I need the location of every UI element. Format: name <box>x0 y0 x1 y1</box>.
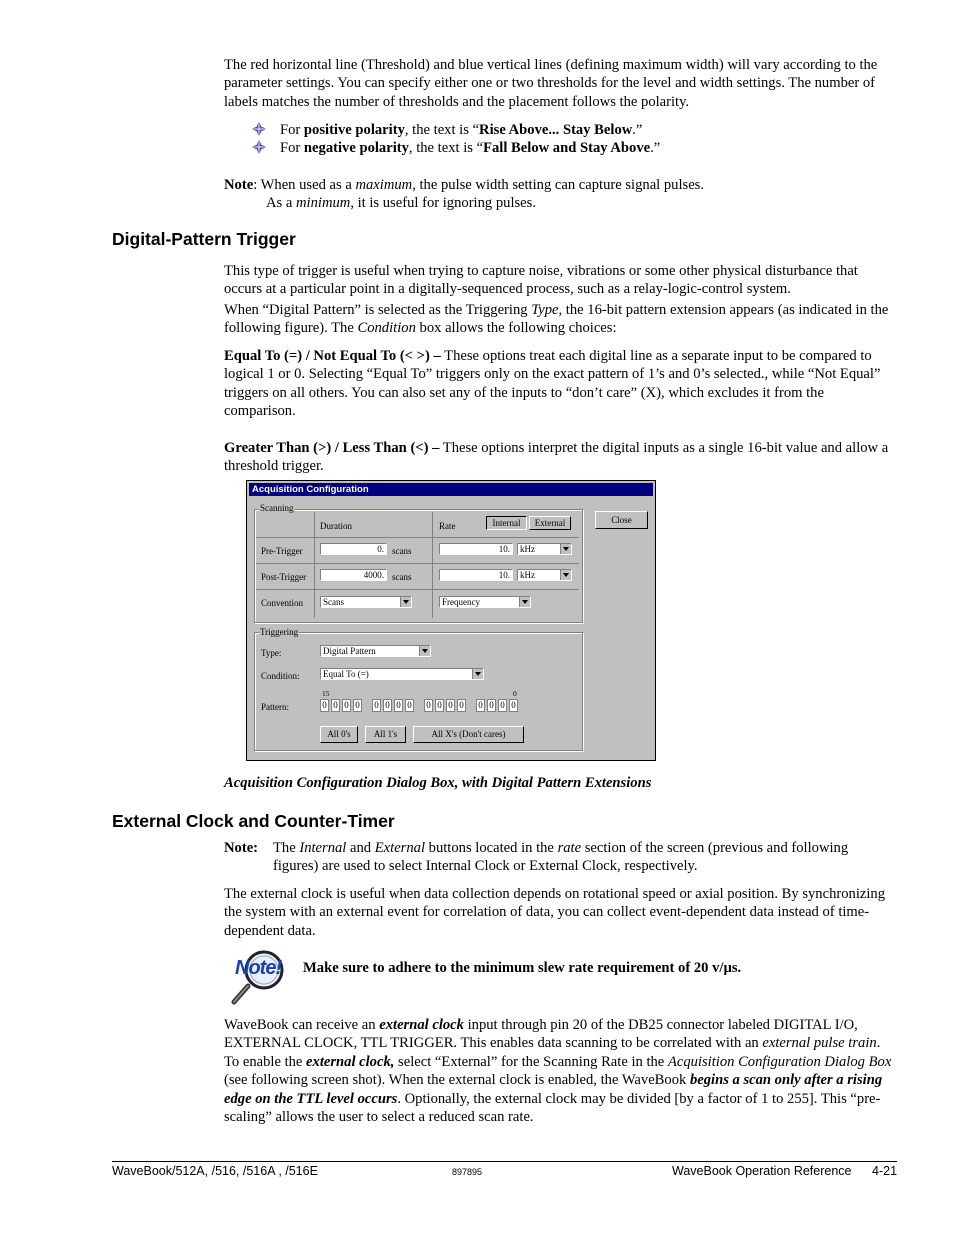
pattern-bit-box[interactable]: 0 <box>457 699 466 712</box>
type-label: Type: <box>261 648 282 658</box>
note-internal-external-line1: Note: <box>224 840 259 856</box>
note-icon-text: Note! <box>235 957 282 979</box>
duration-header: Duration <box>320 521 352 531</box>
post-trigger-rate-unit-select[interactable]: kHz <box>517 569 572 581</box>
footer-reference-title: WaveBook Operation Reference <box>672 1164 852 1178</box>
bit-0-label: 0 <box>513 689 517 698</box>
footer-doc-number: 897895 <box>452 1167 483 1177</box>
post-trigger-unit: scans <box>392 572 412 582</box>
pattern-bit-box[interactable]: 0 <box>487 699 496 712</box>
pattern-bit-box[interactable]: 0 <box>353 699 362 712</box>
triggering-label: Triggering <box>260 627 299 637</box>
post-trigger-rate-input[interactable]: 10. <box>439 569 513 581</box>
convention-label: Convention <box>261 598 303 608</box>
bullet-negative: For negative polarity, the text is “Fall Below and Stay Above.” <box>252 139 660 157</box>
all-ones-button[interactable]: All 1's <box>365 726 406 743</box>
footer-product: WaveBook/512A, /516, /516A , /516E <box>112 1164 318 1178</box>
chevron-down-icon <box>472 669 483 679</box>
intro-paragraph: The red horizontal line (Threshold) and blue vertical lines (defining maximum width) will vary according to the parameter settings. You can specify either one or two thresholds for the level and width settings. The number of labels matches the number of thresholds and the placement follows the polarity. <box>224 57 878 110</box>
rate-header: Rate <box>439 521 456 531</box>
pattern-label: Pattern: <box>261 702 289 712</box>
digital-pattern-para-2: When “Digital Pattern” is selected as the Triggering Type, the 16-bit pattern extension appears (as indicated in the following figure). The Condition box allows the following choices: <box>224 302 889 337</box>
internal-button[interactable]: Internal <box>486 516 527 530</box>
bullet-positive: For positive polarity, the text is “Rise Above... Stay Below.” <box>252 121 642 139</box>
note-minimum: As a minimum, it is useful for ignoring pulses. <box>266 195 536 211</box>
bit-15-label: 15 <box>322 689 330 698</box>
convention-rate-select[interactable]: Frequency <box>439 596 531 608</box>
note-internal-external: The Internal and External buttons located in the rate section of the screen (previous and following figures) are used to select Internal Clock or External Clock, respectively. <box>273 840 849 875</box>
trigger-type-select[interactable]: Digital Pattern <box>320 645 431 657</box>
footer-page-number: 4-21 <box>872 1164 898 1178</box>
pattern-bit-box[interactable]: 0 <box>498 699 507 712</box>
all-zeros-button[interactable]: All 0's <box>320 726 358 743</box>
pre-trigger-unit: scans <box>392 546 412 556</box>
pattern-bit-box[interactable]: 0 <box>446 699 455 712</box>
pattern-bit-box[interactable]: 0 <box>331 699 340 712</box>
post-trigger-label: Post-Trigger <box>261 572 307 582</box>
scanning-grid-line <box>314 512 315 618</box>
pattern-bit-box[interactable]: 0 <box>405 699 414 712</box>
footer-rule <box>112 1161 897 1162</box>
heading-external-clock: External Clock and Counter-Timer <box>112 811 395 831</box>
digital-pattern-para-1: This type of trigger is useful when trying to capture noise, vibrations or some other physical disturbance that occurs at a particular point in a digitally-sequenced process, such as a relay-logic-control system. <box>224 263 858 298</box>
note-magnifier-icon <box>228 950 290 1006</box>
pattern-bit-box[interactable]: 0 <box>509 699 518 712</box>
note-maximum: Note: When used as a maximum, the pulse width setting can capture signal pulses. <box>224 177 705 193</box>
pattern-bit-box[interactable]: 0 <box>320 699 329 712</box>
slew-rate-warning: Make sure to adhere to the minimum slew rate requirement of 20 v/µs. <box>303 960 742 976</box>
figure-caption: Acquisition Configuration Dialog Box, with Digital Pattern Extensions <box>224 775 652 791</box>
post-trigger-input[interactable]: 4000. <box>320 569 387 581</box>
scanning-grid-line <box>256 537 579 538</box>
pre-trigger-rate-unit-select[interactable]: kHz <box>517 543 572 555</box>
pattern-bit-box[interactable]: 0 <box>424 699 433 712</box>
scanning-grid-line <box>256 563 579 564</box>
chevron-down-icon <box>560 570 571 580</box>
all-dont-cares-button[interactable]: All X's (Don't cares) <box>413 726 524 743</box>
chevron-down-icon <box>419 646 430 656</box>
external-clock-para-1: The external clock is useful when data collection depends on rotational speed or axial position. By synchronizing the system with an external event for correlation of data, you can collect event-dependent data instead of time-dependent data. <box>224 886 885 939</box>
chevron-down-icon <box>400 597 411 607</box>
scanning-grid-line <box>432 512 433 618</box>
convention-select[interactable]: Scans <box>320 596 412 608</box>
scanning-label: Scanning <box>260 503 294 513</box>
scanning-grid-line <box>256 589 579 590</box>
diamond-bullet-icon <box>252 140 266 154</box>
pre-trigger-input[interactable]: 0. <box>320 543 387 555</box>
pattern-bit-box[interactable]: 0 <box>435 699 444 712</box>
pattern-bit-box[interactable]: 0 <box>394 699 403 712</box>
pattern-bit-box[interactable]: 0 <box>342 699 351 712</box>
diamond-bullet-icon <box>252 122 266 136</box>
heading-digital-pattern-trigger: Digital-Pattern Trigger <box>112 229 296 249</box>
close-button[interactable]: Close <box>595 511 648 529</box>
external-button[interactable]: External <box>529 516 571 530</box>
pre-trigger-label: Pre-Trigger <box>261 546 303 556</box>
pattern-bit-box[interactable]: 0 <box>372 699 381 712</box>
chevron-down-icon <box>519 597 530 607</box>
pre-trigger-rate-input[interactable]: 10. <box>439 543 513 555</box>
external-clock-para-2: WaveBook can receive an external clock input through pin 20 of the DB25 connector labeled DIGITAL I/O, EXTERNAL CLOCK, TTL TRIGGER. This enables data scanning to be correlated with an external pulse train. To enable the external clock, select “External” for the Scanning Rate in the Acquisition Configuration Dialog Box (see following screen shot). When the external clock is enabled, the WaveBook begins a scan only after a rising edge on the TTL level occurs. Optionally, the external clock may be divided [by a factor of 1 to 255]. This “pre-scaling” allows the user to select a reduced scan rate. <box>224 1017 892 1126</box>
condition-label: Condition: <box>261 671 300 681</box>
greater-than-para: Greater Than (>) / Less Than (<) – These options interpret the digital inputs as a single 16-bit value and allow a threshold trigger. <box>224 440 889 475</box>
dialog-title-bar: Acquisition Configuration <box>249 483 653 496</box>
chevron-down-icon <box>560 544 571 554</box>
pattern-bit-box[interactable]: 0 <box>383 699 392 712</box>
pattern-bit-box[interactable]: 0 <box>476 699 485 712</box>
equal-to-para: Equal To (=) / Not Equal To (< >) – These options treat each digital line as a separate input to be compared to logical 1 or 0. Selecting “Equal To” triggers only on the exact pattern of 1’s and 0’s selected., while “Not Equal” triggers on all others. You can also set any of the inputs to “don’t care” (X), which excludes it from the comparison. <box>224 348 881 420</box>
condition-select[interactable]: Equal To (=) <box>320 668 484 680</box>
